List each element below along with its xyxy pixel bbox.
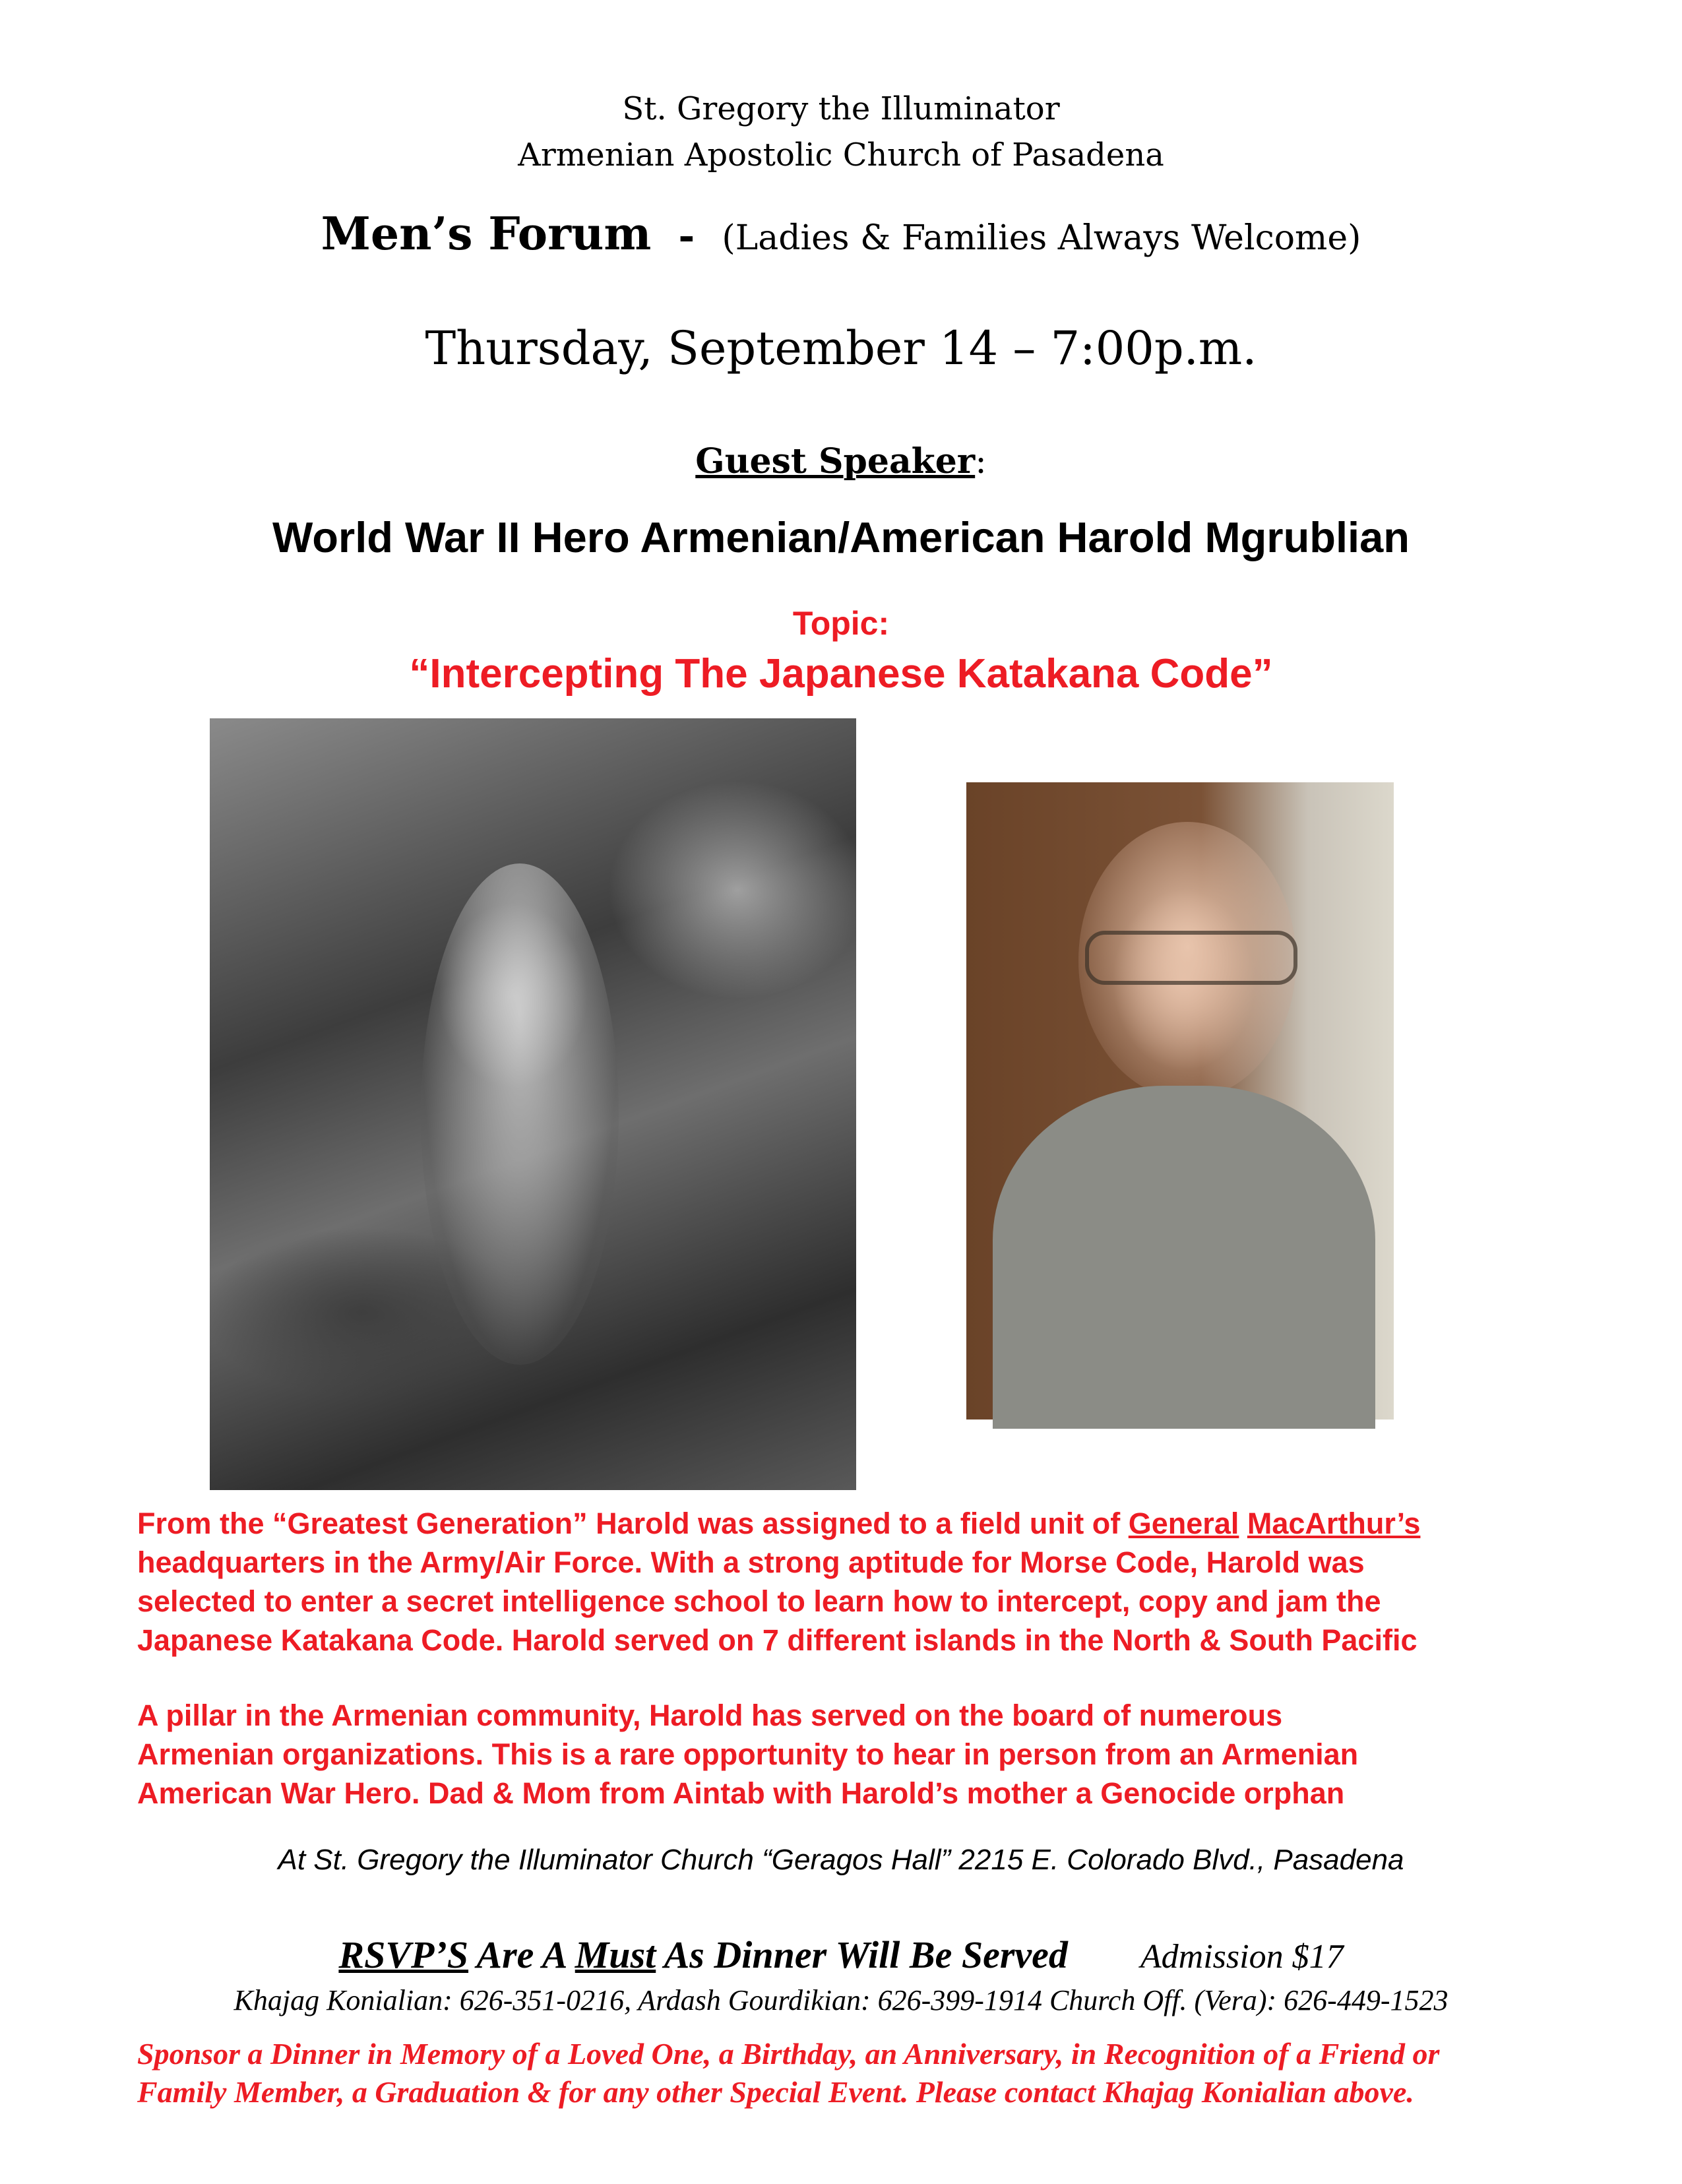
sponsor-note [137, 2035, 1588, 2111]
forum-dash: - [678, 213, 695, 259]
forum-subtitle: (Ladies & Families Always Welcome) [722, 218, 1361, 258]
topic-label: Topic: [792, 605, 890, 642]
bio-paragraph-1-line-4: Japanese Katakana Code. Harold served on 7 different islands in the North & South Pacific [137, 1623, 1417, 1657]
bio-paragraph-2-line-1: A pillar in the Armenian community, Harold has served on the board of numerous [137, 1699, 1283, 1732]
bio-p1-space [1239, 1507, 1247, 1540]
soldier-figure-shape [421, 863, 619, 1365]
church-subtitle: Armenian Apostolic Church of Pasadena [518, 137, 1164, 173]
bio-paragraph-1-line-3: selected to enter a secret intelligence school to learn how to intercept, copy and jam the [137, 1584, 1381, 1618]
wwii-soldier-photo [210, 718, 856, 1490]
portrait-glasses-shape [1085, 931, 1297, 985]
topic-title: “Intercepting The Japanese Katakana Code” [409, 651, 1273, 697]
bio-p1-general: General [1128, 1507, 1239, 1540]
portrait-sweater-shape [993, 1086, 1375, 1429]
contact-numbers: Khajag Konialian: 626-351-0216, Ardash Gourdikian: 626-399-1914 Church Off. (Vera): 626-449-1523 [234, 1984, 1448, 2016]
sponsor-note-line-1: Sponsor a Dinner in Memory of a Loved One, a Birthday, an Anniversary, in Recognition of a Friend or [137, 2037, 1440, 2071]
forum-heading [0, 204, 1682, 268]
rsvp-are-a: Are A [468, 1933, 575, 1976]
church-name: St. Gregory the Illuminator [622, 90, 1060, 127]
bio-paragraph-2 [137, 1696, 1575, 1813]
rsvp-line [0, 1929, 1682, 1983]
bio-p1-l1-text: From the “Greatest Generation” Harold was assigned to a field unit of [137, 1507, 1129, 1540]
bio-paragraph-2-line-3: American War Hero. Dad & Mom from Aintab with Harold’s mother a Genocide orphan [137, 1776, 1345, 1810]
sponsor-note-line-2: Family Member, a Graduation & for any other Special Event. Please contact Khajag Konialian above. [137, 2075, 1414, 2109]
bio-paragraph-1-line-2: headquarters in the Army/Air Force. With a strong aptitude for Morse Code, Harold was [137, 1545, 1365, 1579]
rsvp-must: Must [575, 1933, 656, 1976]
admission-price: Admission $17 [1140, 1938, 1344, 1976]
bio-paragraph-1-line-1 [137, 1504, 1575, 1543]
guest-speaker-text: Guest Speaker [695, 441, 976, 482]
event-date: Thursday, September 14 – 7:00p.m. [425, 321, 1257, 375]
speaker-name: World War II Hero Armenian/American Harold Mgrublian [272, 513, 1410, 561]
guest-speaker-colon: : [975, 442, 987, 482]
guest-speaker-label [0, 439, 1682, 485]
bio-p1-macarthur: MacArthur’s [1247, 1507, 1421, 1540]
rsvp-rsvps: RSVP’S [338, 1933, 469, 1976]
bio-paragraph-1 [137, 1504, 1575, 1660]
forum-title: Men’s Forum [321, 208, 652, 261]
bio-paragraph-2-line-2: Armenian organizations. This is a rare opportunity to hear in person from an Armenian [137, 1737, 1359, 1771]
rsvp-dinner: As Dinner Will Be Served [656, 1933, 1068, 1976]
harold-portrait-photo [966, 782, 1394, 1420]
venue-address: At St. Gregory the Illuminator Church “Geragos Hall” 2215 E. Colorado Blvd., Pasadena [278, 1844, 1404, 1876]
